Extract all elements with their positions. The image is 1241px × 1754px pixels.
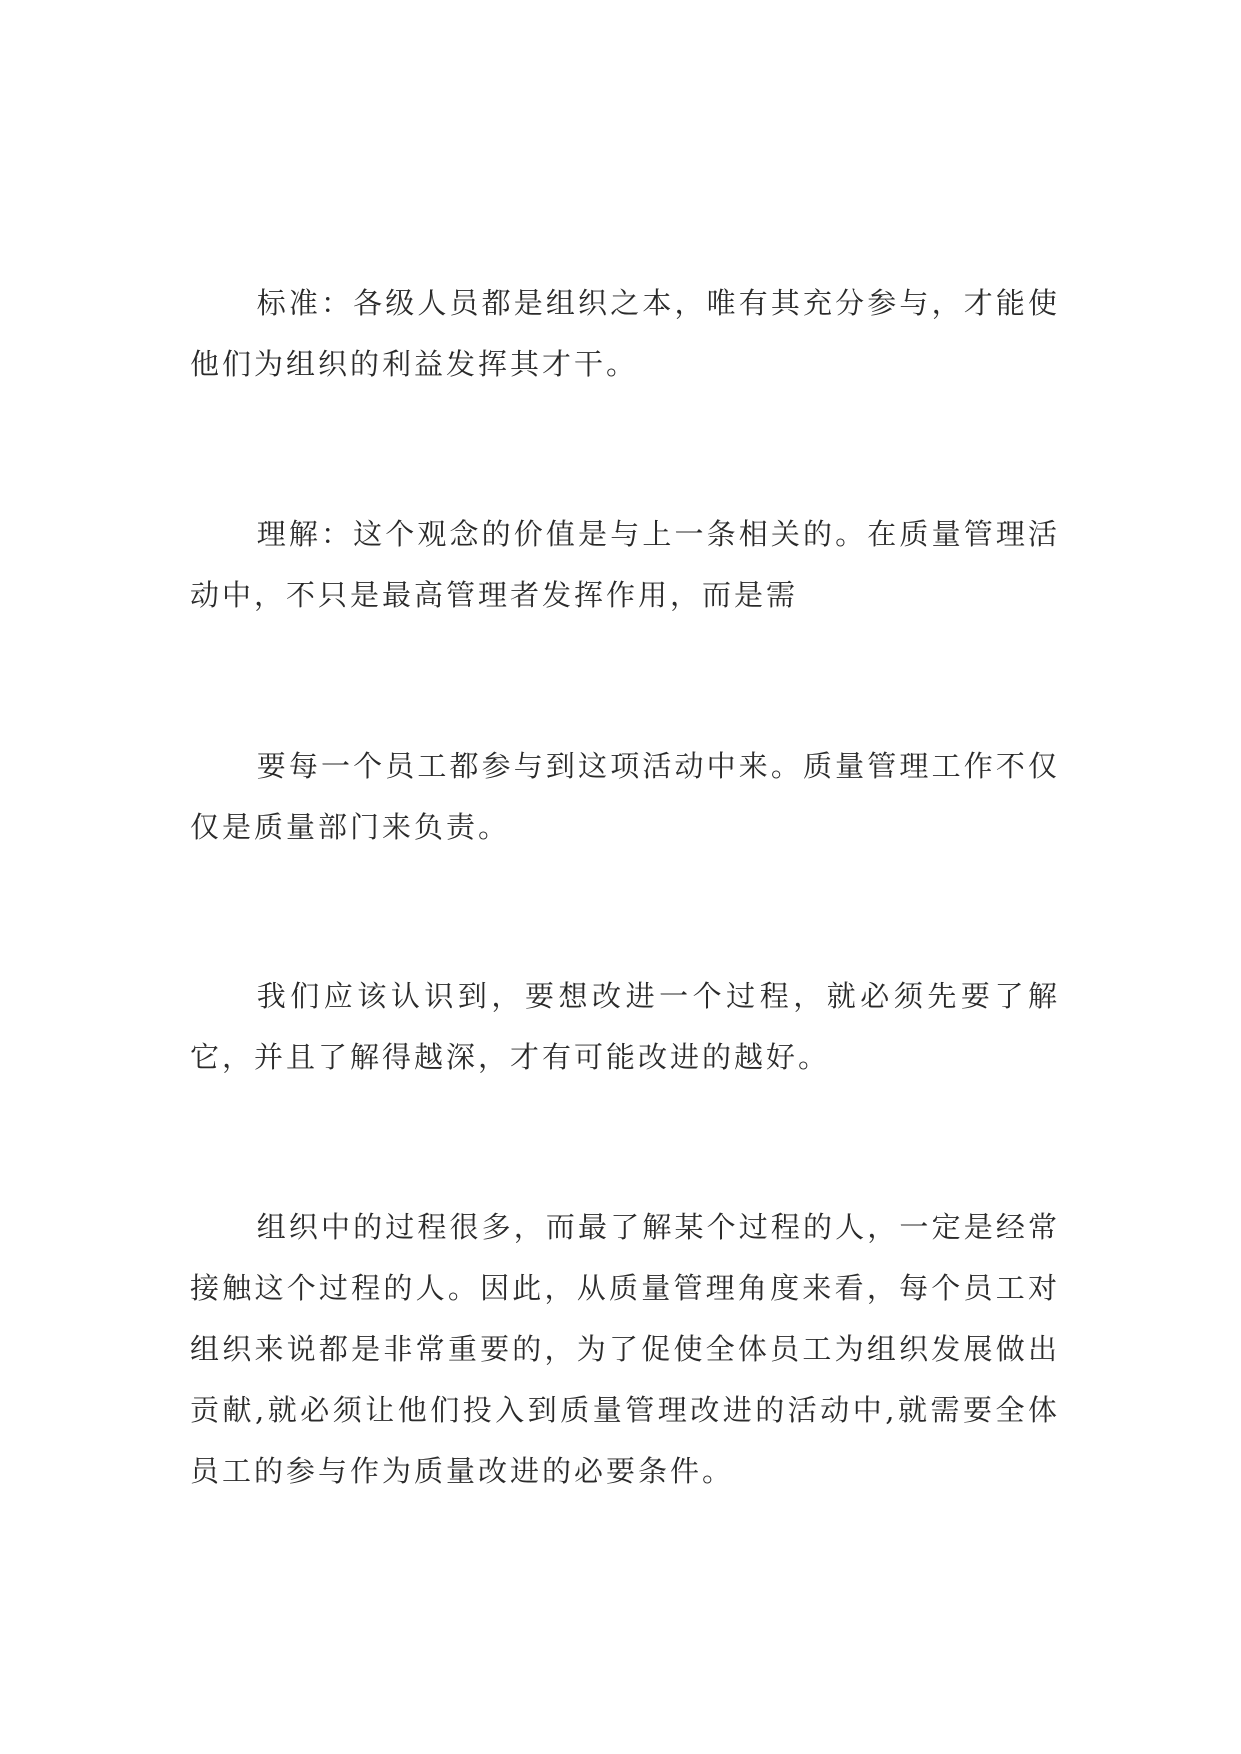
paragraph-standard: 标准：各级人员都是组织之本，唯有其充分参与，才能使他们为组织的利益发挥其才干。 bbox=[190, 286, 1060, 381]
paragraph-everyone-participates: 要每一个员工都参与到这项活动中来。质量管理工作不仅仅是质量部门来负责。 bbox=[190, 749, 1060, 844]
paragraph-understand-process: 我们应该认识到，要想改进一个过程，就必须先要了解它，并且了解得越深，才有可能改进的越好。 bbox=[190, 979, 1060, 1074]
paragraph-understanding: 理解：这个观念的价值是与上一条相关的。在质量管理活动中，不只是最高管理者发挥作用，而是需 bbox=[190, 517, 1060, 612]
paragraph-employee-importance: 组织中的过程很多，而最了解某个过程的人，一定是经常接触这个过程的人。因此，从质量管理角度来看，每个员工对组织来说都是非常重要的，为了促使全体员工为组织发展做出贡献,就必须让他们投入到质量管理改进的活动中,就需要全体员工的参与作为质量改进的必要条件。 bbox=[190, 1210, 1060, 1488]
